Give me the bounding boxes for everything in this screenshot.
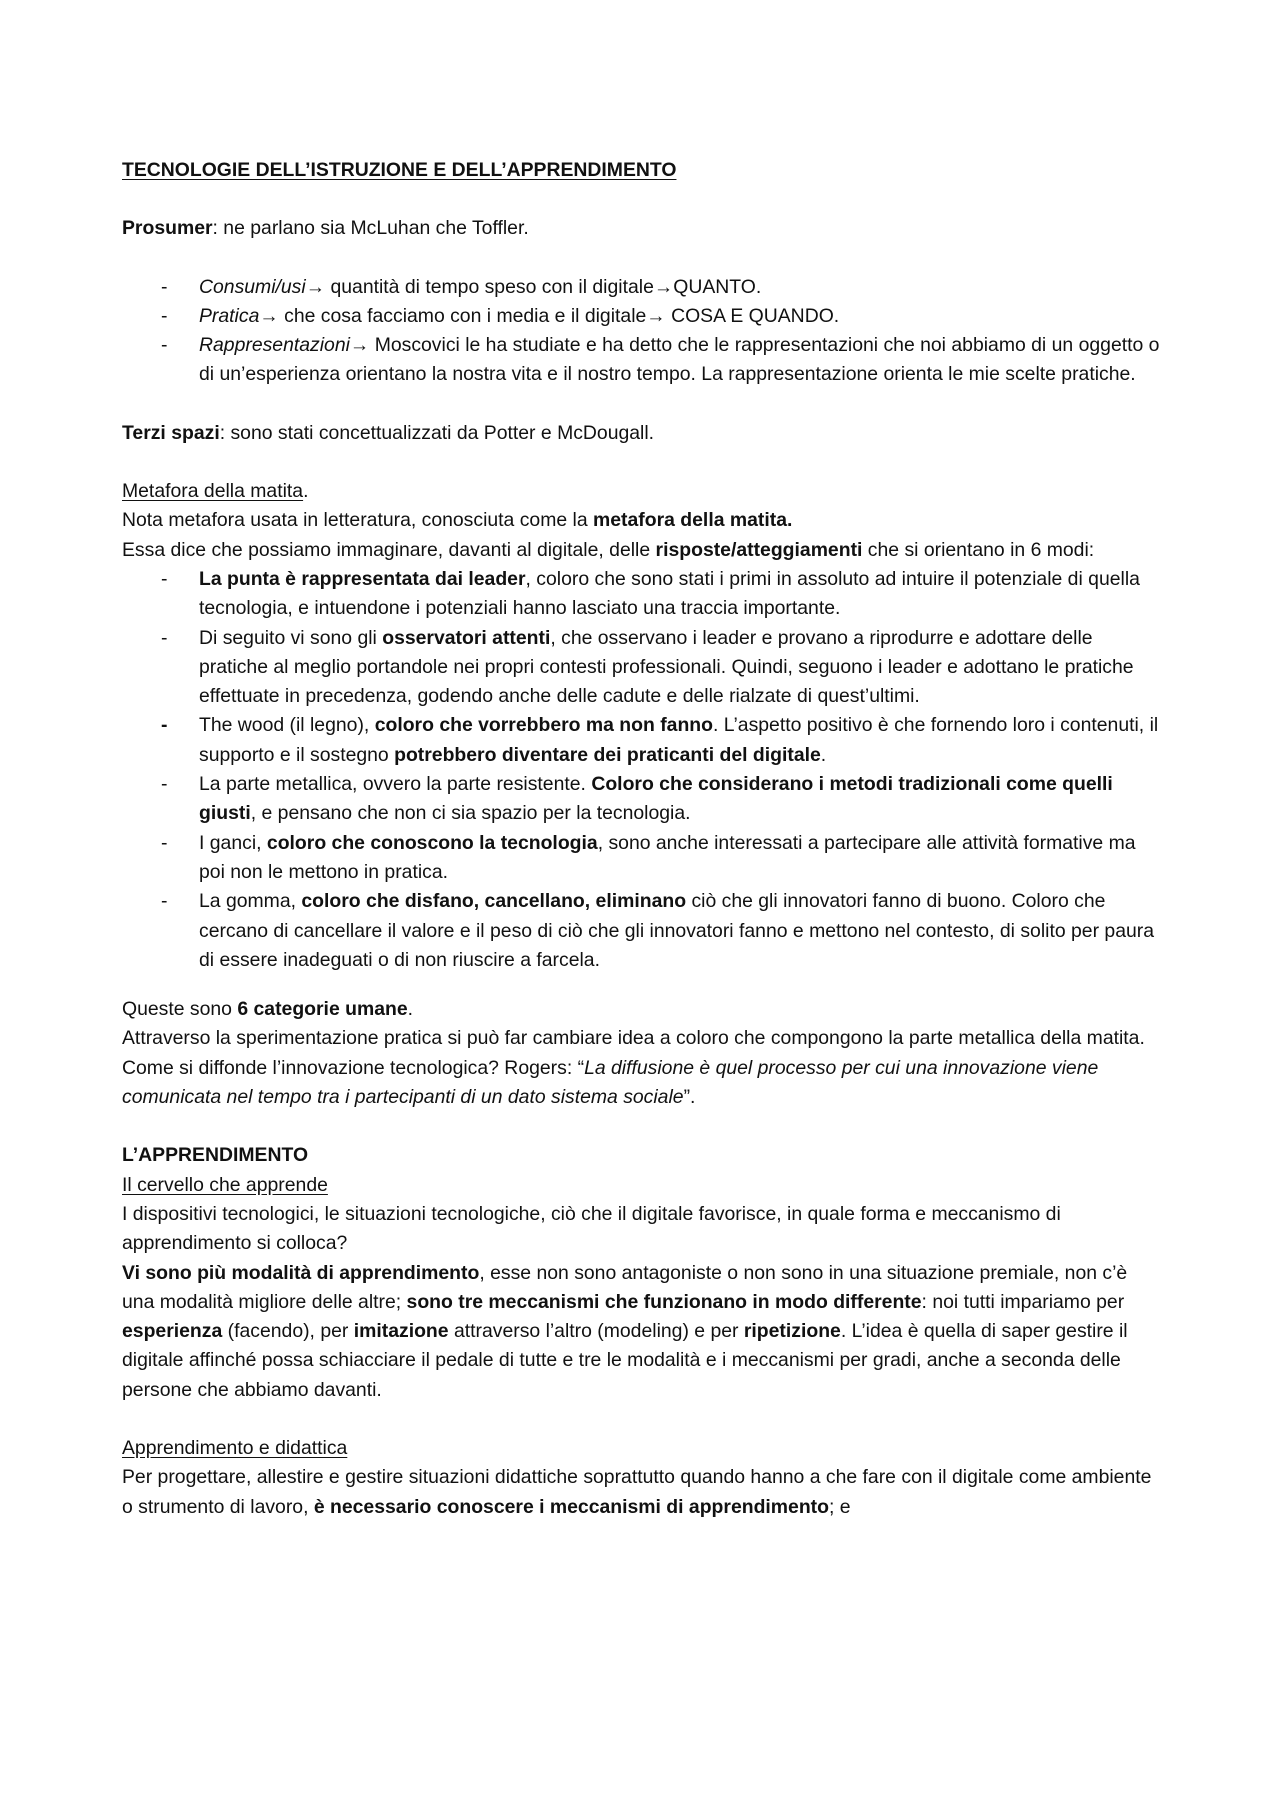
apprendimento-heading: L’APPRENDIMENTO xyxy=(122,1144,309,1167)
matita-intro: Nota metafora usata in letteratura, conosciuta come la metafora della matita. xyxy=(122,509,793,532)
document-body xyxy=(122,156,1162,1522)
progettare-paragraph: Per progettare, allestire e gestire situazioni didattiche soprattutto quando hanno a che fare con il digitale come ambiente o strumento di lavoro, è necessario conoscere i meccanismi di apprendimento; e xyxy=(122,1466,1152,1518)
matita-description: Essa dice che possiamo immaginare, davanti al digitale, delle risposte/atteggiamenti che si orientano in 6 modi: xyxy=(122,538,1095,561)
cervello-subheading: Il cervello che apprende xyxy=(122,1173,328,1196)
sperimentazione-paragraph: Attraverso la sperimentazione pratica si può far cambiare idea a coloro che compongono la parte metallica della matita. xyxy=(122,1027,1145,1050)
list-item: - Rappresentazioni→ Moscovici le ha studiate e ha detto che le rappresentazioni che noi abbiamo di un oggetto o di un’esperienza orientano la nostra vita e il nostro tempo. La rappresentazione orienta le mie scelte pratiche. xyxy=(161,334,1160,386)
arrow-right-icon: → xyxy=(653,275,674,298)
list-item: - Di seguito vi sono gli osservatori attenti, che osservano i leader e provano a riprodurre e adottare delle pratiche al meglio portandole nei propri contesti professionali. Quindi, seguono i leader e adottano le pratiche effettuate in precedenza, godendo anche delle cadute e delle rialzate di quest’ultimi. xyxy=(161,626,1134,708)
list-item: - Consumi/usi→ quantità di tempo speso con il digitale→QUANTO. xyxy=(161,275,762,298)
list-item: - La punta è rappresentata dai leader, coloro che sono stati i primi in assoluto ad intuire il potenziale di quella tecnologia, e intuendone i potenziali hanno lasciato una traccia importante. xyxy=(161,567,1140,620)
categorie-paragraph: Queste sono 6 categorie umane. xyxy=(122,998,414,1021)
didattica-subheading: Apprendimento e didattica xyxy=(122,1436,348,1459)
list-item: - La gomma, coloro che disfano, cancellano, eliminano ciò che gli innovatori fanno di buono. Coloro che cercano di cancellare il valore e il peso di ciò che gli innovatori fanno e mettono nel contesto, di solito per paura di essere inadeguati o di non riuscire a farcela. xyxy=(161,890,1155,971)
matita-heading: Metafora della matita. xyxy=(122,480,309,503)
prosumer-paragraph: Prosumer: ne parlano sia McLuhan che Toffler. xyxy=(122,217,529,240)
arrow-right-icon: → xyxy=(305,275,326,298)
list-item: - The wood (il legno), coloro che vorrebbero ma non fanno. L’aspetto positivo è che fornendo loro i contenuti, il supporto e il sostegno potrebbero diventare dei praticanti del digitale. xyxy=(161,714,1159,766)
prosumer-list xyxy=(122,273,1162,390)
page-title: TECNOLOGIE DELL’ISTRUZIONE E DELL’APPRENDIMENTO xyxy=(122,159,677,181)
list-item: - La parte metallica, ovvero la parte resistente. Coloro che considerano i metodi tradizionali come quelli giusti, e pensano che non ci sia spazio per la tecnologia. xyxy=(161,773,1113,825)
list-item: - I ganci, coloro che conoscono la tecnologia, sono anche interessati a partecipare alle attività formative ma poi non le mettono in pratica. xyxy=(161,831,1136,883)
arrow-right-icon: → xyxy=(646,304,666,327)
list-item: - Pratica→ che cosa facciamo con i media e il digitale→ COSA E QUANDO. xyxy=(161,304,840,327)
arrow-right-icon: → xyxy=(259,304,279,327)
terzi-spazi-paragraph: Terzi spazi: sono stati concettualizzati da Potter e McDougall. xyxy=(122,421,655,444)
arrow-right-icon: → xyxy=(349,334,370,357)
matita-list xyxy=(122,565,1162,975)
rogers-paragraph: Come si diffonde l’innovazione tecnologica? Rogers: “La diffusione è quel processo per cui una innovazione viene comunicata nel tempo tra i partecipanti di un dato sistema sociale”. xyxy=(122,1056,1099,1109)
dispositivi-paragraph: I dispositivi tecnologici, le situazioni tecnologiche, ciò che il digitale favorisce, in quale forma e meccanismo di apprendimento si colloca? xyxy=(122,1202,1061,1255)
modalita-paragraph: Vi sono più modalità di apprendimento, esse non sono antagoniste o non sono in una situazione premiale, non c’è una modalità migliore delle altre; sono tre meccanismi che funzionano in modo differente: noi tutti impariamo per esperienza (facendo), per imitazione attraverso l’altro (modeling) e per ripetizione. L’idea è quella di saper gestire il digitale affinché possa schiacciare il pedale di tutte e tre le modalità e i meccanismi per gradi, anche a seconda delle persone che abbiamo davanti. xyxy=(122,1261,1128,1401)
